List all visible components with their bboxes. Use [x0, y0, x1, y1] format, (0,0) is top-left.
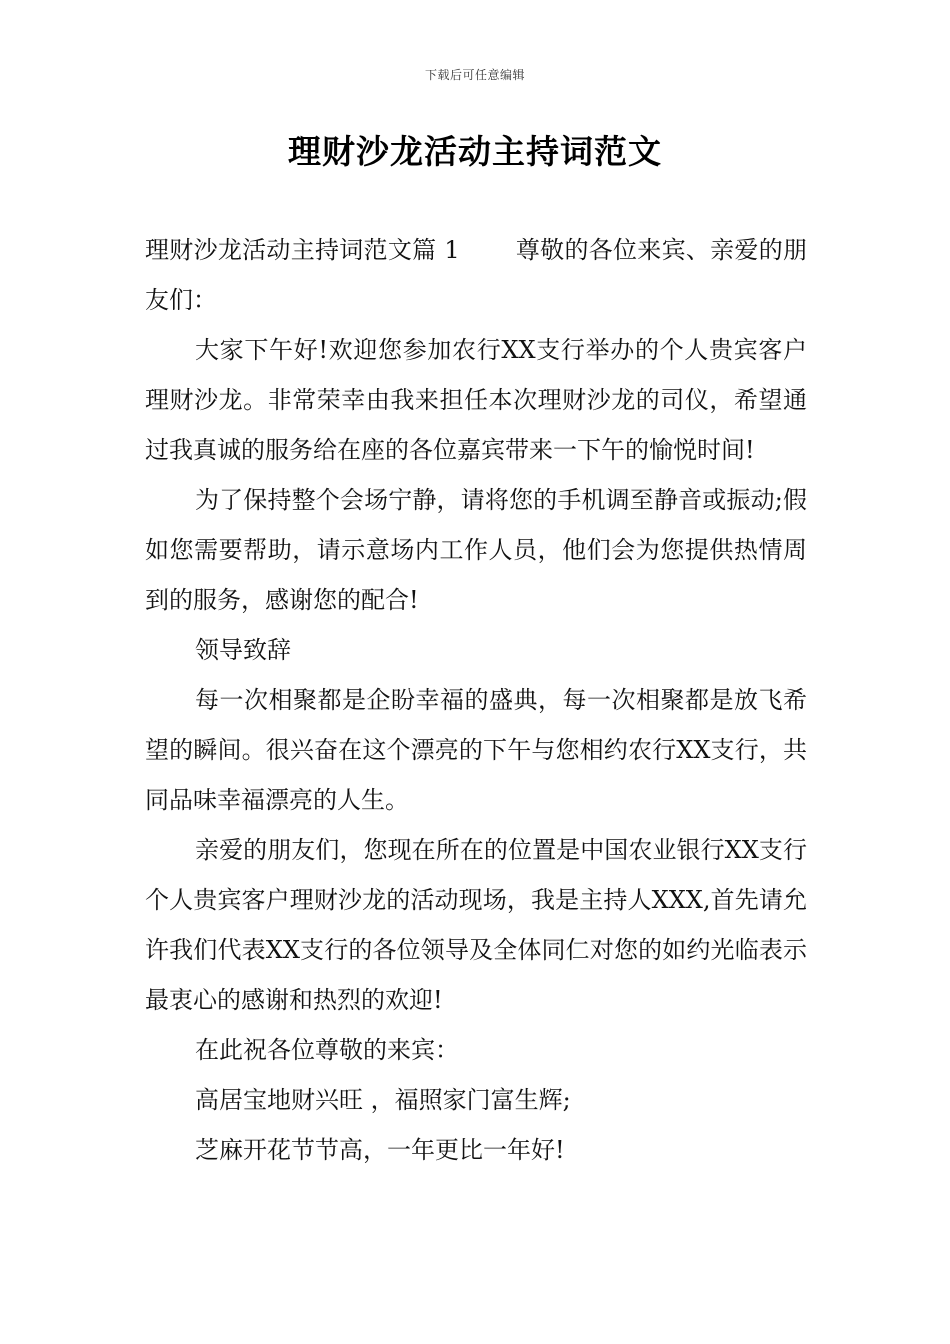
paragraph-phone-notice: 为了保持整个会场宁静，请将您的手机调至静音或振动;假如您需要帮助，请示意场内工作人员，他们会为您提供热情周到的服务，感谢您的配合! — [145, 486, 807, 614]
paragraph-host-intro: 亲爱的朋友们，您现在所在的位置是中国农业银行XX支行个人贵宾客户理财沙龙的活动现场，我是主持人XXX,首先请允许我们代表XX支行的各位领导及全体同仁对您的如约光临表示最衷心的感谢和热烈的欢迎! — [145, 836, 807, 1014]
paragraph-leader-speech: 领导致辞 — [195, 636, 291, 664]
paragraph-welcome: 大家下午好!欢迎您参加农行XX支行举办的个人贵宾客户理财沙龙。非常荣幸由我来担任本次理财沙龙的司仪，希望通过我真诚的服务给在座的各位嘉宾带来一下午的愉悦时间! — [145, 336, 807, 464]
paragraph-blessing-line-2: 芝麻开花节节高，一年更比一年好! — [195, 1136, 565, 1164]
intro-paragraph — [145, 225, 807, 325]
paragraph-blessing-line-1: 高居宝地财兴旺 ，福照家门富生辉; — [195, 1086, 571, 1114]
paragraph-blessing-intro: 在此祝各位尊敬的来宾： — [195, 1036, 459, 1064]
header-note: 下载后可任意编辑 — [424, 68, 525, 82]
salutation: 尊敬的各位来宾、亲爱的朋友们： — [145, 236, 807, 314]
document-body — [145, 225, 807, 1175]
section-heading: 理财沙龙活动主持词范文篇 1 — [145, 236, 460, 264]
document-title: 理财沙龙活动主持词范文 — [288, 132, 662, 171]
paragraph-gathering: 每一次相聚都是企盼幸福的盛典，每一次相聚都是放飞希望的瞬间。很兴奋在这个漂亮的下午与您相约农行XX支行，共同品味幸福漂亮的人生。 — [145, 686, 807, 814]
